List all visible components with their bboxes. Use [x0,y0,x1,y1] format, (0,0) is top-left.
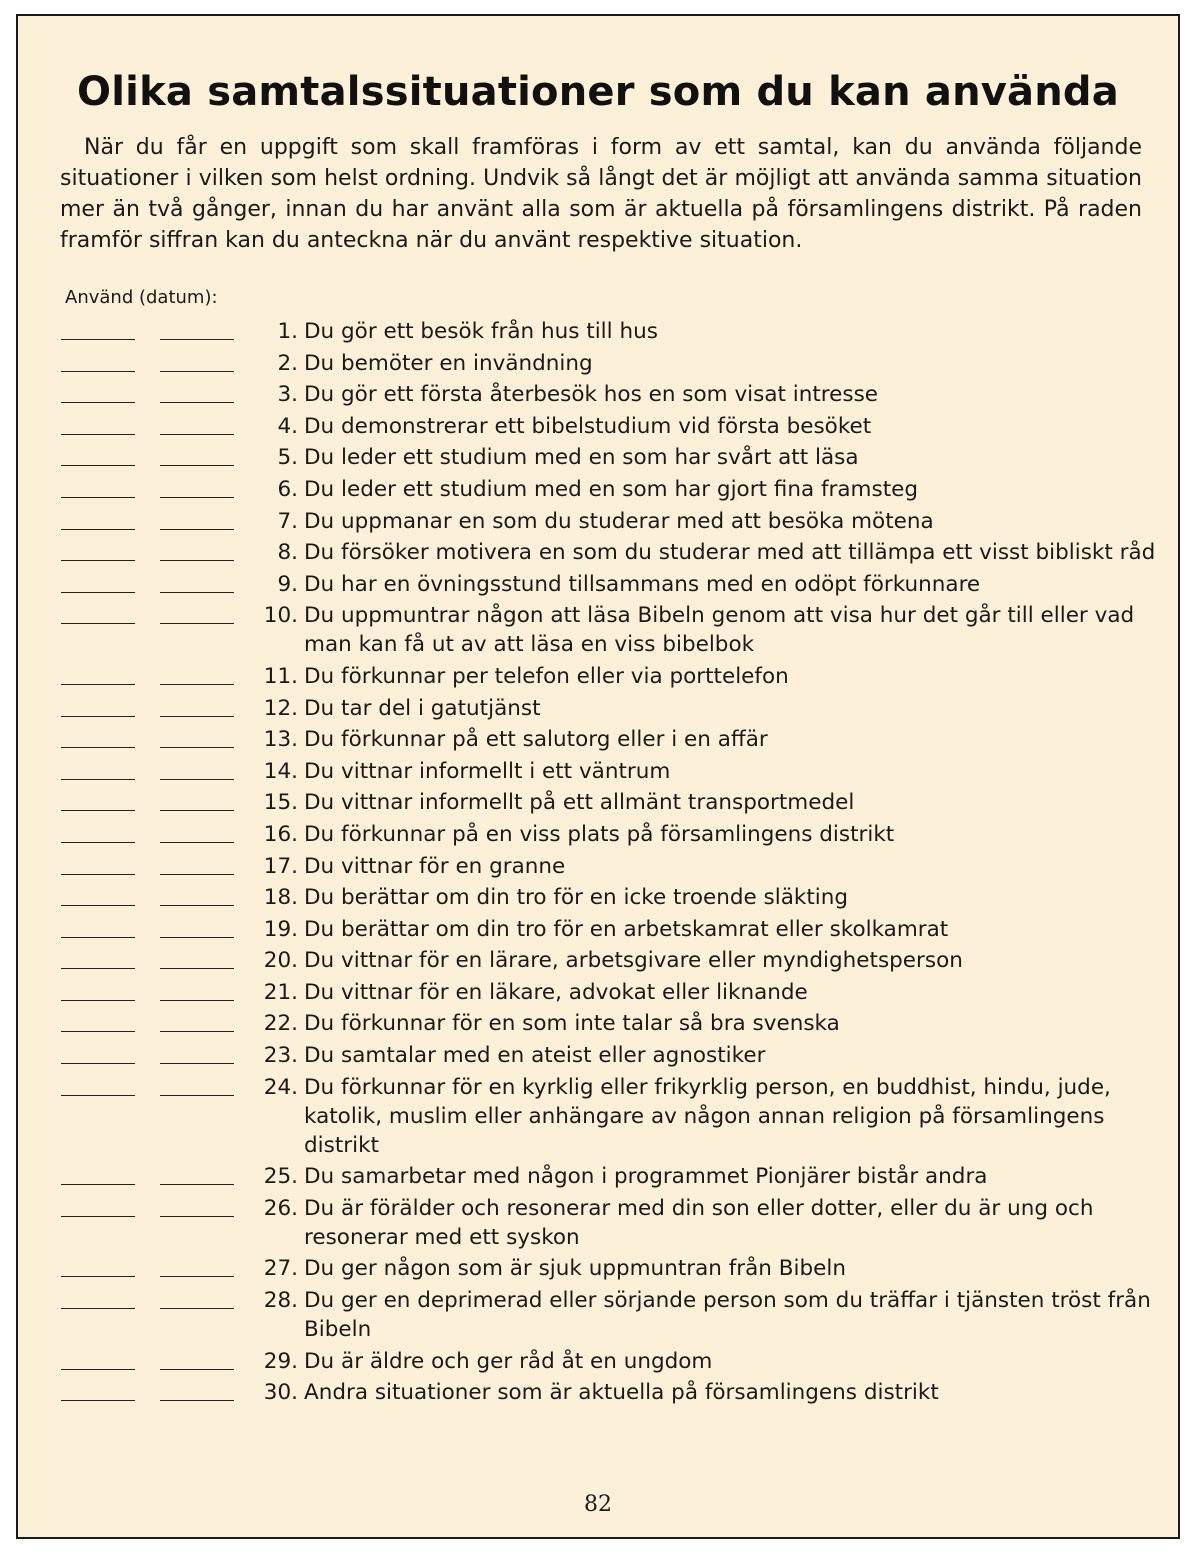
item-number: 4. [277,413,298,439]
list-item [18,1162,1178,1191]
list-item [18,1009,1178,1038]
item-text: Du demonstrerar ett bibelstudium vid första besöket [304,413,872,439]
item-text: Du berättar om din tro för en arbetskamrat eller skolkamrat [304,916,949,942]
date-blank-line-1[interactable] [61,747,135,748]
date-blank-line-2[interactable] [160,1369,234,1370]
item-number: 1. [277,319,298,344]
item-number: 26. [263,1195,298,1221]
item-text: Du uppmanar en som du studerar med att besöka mötena [304,508,934,534]
date-blank-line-2[interactable] [160,1216,234,1217]
list-item [18,1347,1178,1376]
list-item [18,883,1178,912]
date-blank-line-1[interactable] [61,623,135,624]
date-blank-line-1[interactable] [61,968,135,969]
item-text: Du uppmuntrar någon att läsa Bibeln genom att visa hur det går till eller vad man kan få ut av att läsa en viss bibelbok [304,603,1135,658]
item-number: 6. [277,476,298,502]
item-number: 10. [263,603,298,629]
date-blank-line-1[interactable] [61,810,135,811]
item-number: 9. [277,571,298,597]
item-number: 14. [263,758,298,784]
item-text: Du förkunnar på en viss plats på församlingens distrikt [304,821,895,847]
item-number: 17. [263,853,298,879]
date-blank-line-1[interactable] [61,497,135,498]
date-blank-line-2[interactable] [160,434,234,435]
list-item [18,601,1178,659]
item-number: 11. [263,663,298,689]
item-number: 30. [263,1380,298,1406]
item-number: 15. [263,790,298,816]
item-number: 16. [263,821,298,847]
date-blank-line-1[interactable] [61,1031,135,1032]
item-number: 13. [263,727,298,753]
page-number: 82 [584,1492,612,1517]
date-blank-line-2[interactable] [160,402,234,403]
item-text: Du berättar om din tro för en icke troende släkting [304,885,849,911]
date-blank-line-2[interactable] [160,842,234,843]
list-item [18,725,1178,754]
item-number: 29. [263,1348,298,1374]
list-item [18,507,1178,536]
item-number: 21. [263,979,298,1005]
date-blank-line-1[interactable] [61,1000,135,1001]
date-blank-line-1[interactable] [61,592,135,593]
situation-list [18,317,1178,1407]
date-blank-line-2[interactable] [160,1000,234,1001]
list-item [18,349,1178,378]
item-number: 19. [263,916,298,942]
item-text: Du förkunnar för en som inte talar så bra svenska [304,1011,840,1037]
list-item [18,380,1178,409]
item-number: 7. [277,508,298,534]
list-item [18,538,1178,567]
date-blank-line-1[interactable] [61,339,135,340]
date-blank-line-2[interactable] [160,779,234,780]
used-date-label: Använd (datum): [65,287,218,308]
date-blank-line-1[interactable] [61,434,135,435]
item-text: Du ger en deprimerad eller sörjande person som du träffar i tjänsten tröst från Bibeln [304,1288,1151,1343]
page-title: Olika samtalssituationer som du kan använda [77,69,1119,115]
item-number: 27. [263,1256,298,1282]
date-blank-line-2[interactable] [160,592,234,593]
date-blank-line-2[interactable] [160,1400,234,1401]
date-blank-line-1[interactable] [61,402,135,403]
date-blank-line-1[interactable] [61,1063,135,1064]
item-number: 23. [263,1043,298,1069]
item-text: Du vittnar informellt på ett allmänt transportmedel [304,790,855,816]
list-item [18,820,1178,849]
date-blank-line-1[interactable] [61,842,135,843]
date-blank-line-2[interactable] [160,874,234,875]
item-text: Du samtalar med en ateist eller agnostiker [304,1043,766,1069]
date-blank-line-2[interactable] [160,684,234,685]
list-item [18,946,1178,975]
item-text: Du försöker motivera en som du studerar med att tillämpa ett visst bibliskt råd [304,540,1156,566]
date-blank-line-1[interactable] [61,1095,135,1096]
list-item [18,978,1178,1007]
date-blank-line-1[interactable] [61,1276,135,1277]
date-blank-line-1[interactable] [61,1400,135,1401]
list-item [18,1254,1178,1283]
item-text: Du bemöter en invändning [304,350,593,376]
date-blank-line-1[interactable] [61,465,135,466]
list-item [18,915,1178,944]
date-blank-line-2[interactable] [160,560,234,561]
item-number: 22. [263,1011,298,1037]
list-item [18,1286,1178,1344]
date-blank-line-2[interactable] [160,937,234,938]
item-text: Du har en övningsstund tillsammans med en odöpt förkunnare [304,571,981,597]
item-number: 12. [263,695,298,721]
page-frame [16,14,1180,1539]
date-blank-line-2[interactable] [160,465,234,466]
item-number: 18. [263,885,298,911]
date-blank-line-2[interactable] [160,529,234,530]
item-text: Du förkunnar per telefon eller via porttelefon [304,663,789,689]
list-item [18,412,1178,441]
item-text: Du leder ett studium med en som har svårt att läsa [304,445,859,471]
item-text: Du vittnar för en läkare, advokat eller liknande [304,979,808,1005]
date-blank-line-1[interactable] [61,874,135,875]
item-number: 28. [263,1288,298,1314]
date-blank-line-2[interactable] [160,1276,234,1277]
item-text: Du vittnar informellt i ett väntrum [304,758,671,784]
item-text: Du vittnar för en lärare, arbetsgivare eller myndighetsperson [304,948,963,974]
item-text: Du leder ett studium med en som har gjort fina framsteg [304,476,919,502]
item-text: Du samarbetar med någon i programmet Pionjärer bistår andra [304,1164,988,1190]
date-blank-line-1[interactable] [61,529,135,530]
item-number: 25. [263,1164,298,1190]
item-text: Du vittnar för en granne [304,853,566,879]
date-blank-line-1[interactable] [61,779,135,780]
date-blank-line-2[interactable] [160,716,234,717]
date-blank-line-2[interactable] [160,747,234,748]
item-number: 24. [263,1074,298,1100]
date-blank-line-2[interactable] [160,905,234,906]
item-text: Andra situationer som är aktuella på församlingens distrikt [304,1380,939,1406]
item-text: Du förkunnar på ett salutorg eller i en affär [304,727,768,753]
date-blank-line-2[interactable] [160,623,234,624]
list-item [18,1073,1178,1160]
list-item [18,475,1178,504]
date-blank-line-2[interactable] [160,1095,234,1096]
date-blank-line-2[interactable] [160,497,234,498]
list-item [18,1041,1178,1070]
item-number: 20. [263,948,298,974]
date-blank-line-2[interactable] [160,1063,234,1064]
list-item [18,570,1178,599]
list-item [18,662,1178,691]
list-item [18,317,1178,346]
item-text: Du är förälder och resonerar med din son eller dotter, eller du är ung och resonerar med ett syskon [304,1195,1094,1250]
list-item [18,694,1178,723]
date-blank-line-1[interactable] [61,716,135,717]
list-item [18,1194,1178,1252]
list-item [18,852,1178,881]
date-blank-line-1[interactable] [61,937,135,938]
item-text: Du gör ett besök från hus till hus [304,319,658,344]
item-text: Du gör ett första återbesök hos en som visat intresse [304,382,879,408]
date-blank-line-2[interactable] [160,810,234,811]
list-item [18,788,1178,817]
date-blank-line-1[interactable] [61,905,135,906]
item-number: 8. [277,540,298,566]
item-number: 5. [277,445,298,471]
item-text: Du tar del i gatutjänst [304,695,541,721]
item-number: 3. [277,382,298,408]
intro-paragraph: När du får en uppgift som skall framföras i form av ett samtal, kan du använda följande situationer i vilken som helst ordning. Undvik så långt det är möjligt att använda samma situation mer än två gånger, innan du har använt alla som är aktuella på församlingens distrikt. På raden framför siffran kan du anteckna när du använt respektive situation. [60,135,1142,253]
list-item [18,443,1178,472]
date-blank-line-1[interactable] [61,684,135,685]
date-blank-line-1[interactable] [61,1308,135,1309]
list-item [18,1378,1178,1407]
date-blank-line-1[interactable] [61,371,135,372]
date-blank-line-2[interactable] [160,1031,234,1032]
date-blank-line-1[interactable] [61,1369,135,1370]
date-blank-line-1[interactable] [61,1184,135,1185]
item-text: Du förkunnar för en kyrklig eller frikyrklig person, en buddhist, hindu, jude, katolik, muslim eller anhängare av någon annan religion på församlingens distrikt [304,1074,1111,1158]
date-blank-line-2[interactable] [160,339,234,340]
date-blank-line-1[interactable] [61,1216,135,1217]
date-blank-line-2[interactable] [160,1184,234,1185]
list-item [18,757,1178,786]
date-blank-line-1[interactable] [61,560,135,561]
date-blank-line-2[interactable] [160,371,234,372]
item-number: 2. [277,350,298,376]
date-blank-line-2[interactable] [160,968,234,969]
date-blank-line-2[interactable] [160,1308,234,1309]
item-text: Du ger någon som är sjuk uppmuntran från Bibeln [304,1256,846,1282]
item-text: Du är äldre och ger råd åt en ungdom [304,1348,713,1374]
